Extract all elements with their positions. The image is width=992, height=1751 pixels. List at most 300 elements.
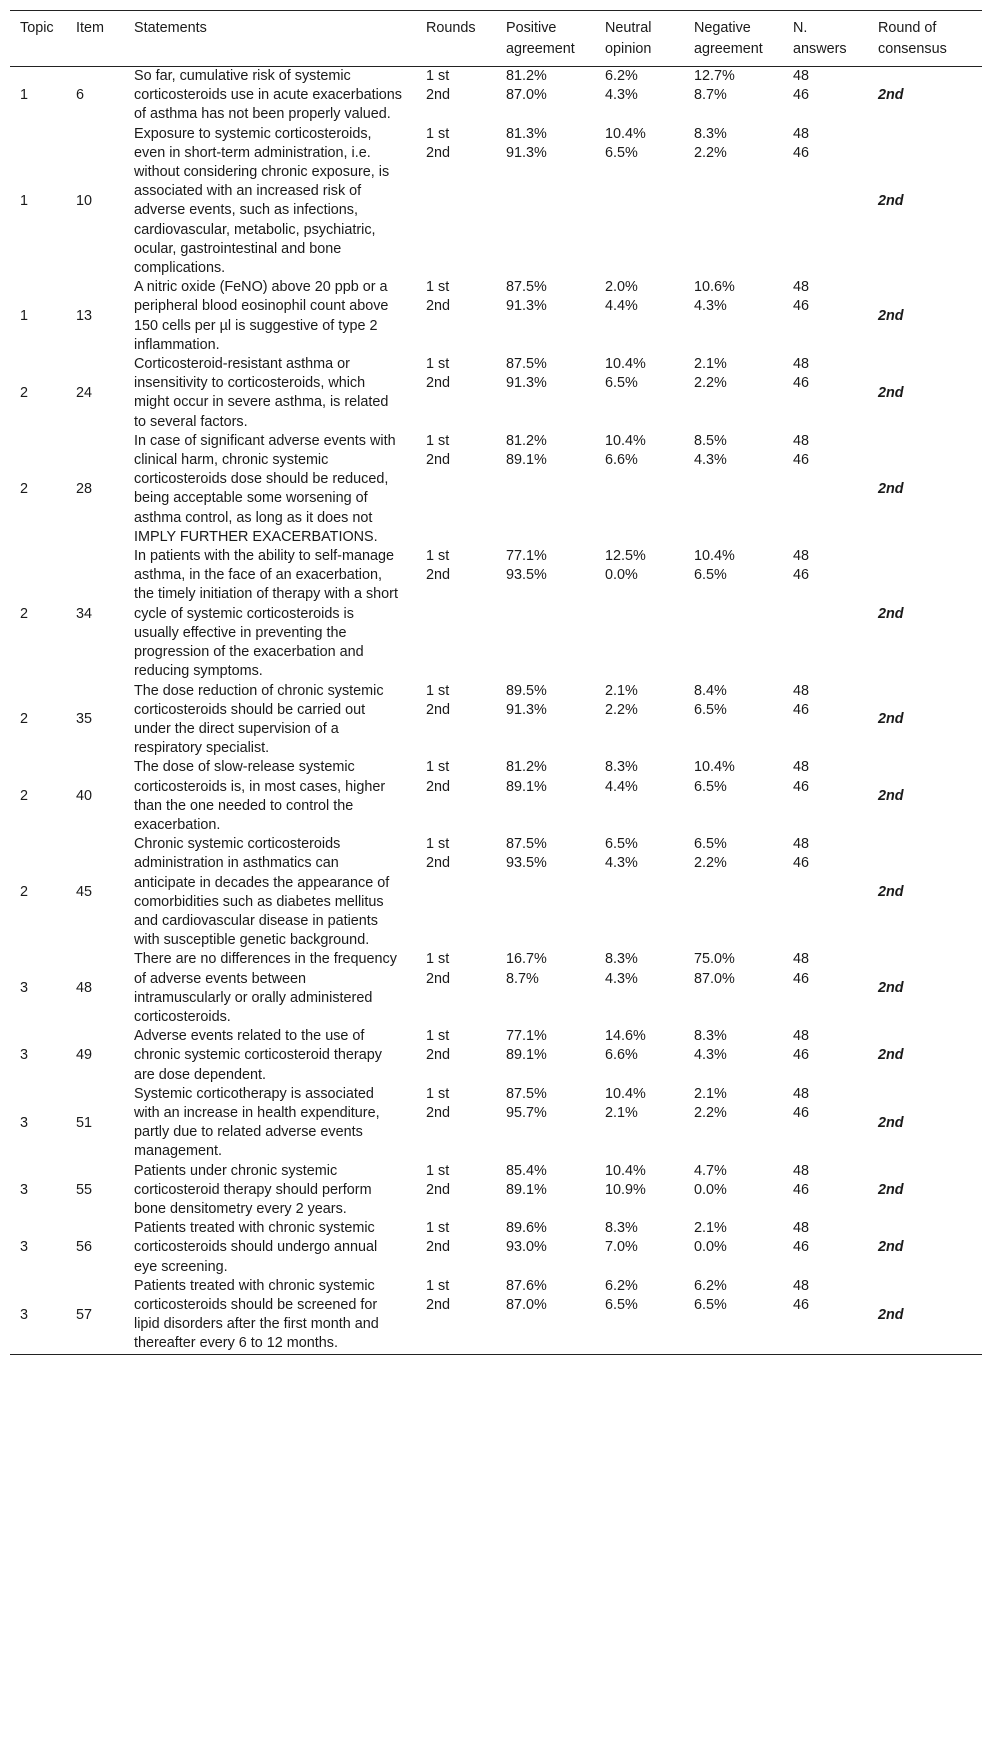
round-of-consensus-cell: 2nd — [878, 384, 904, 401]
negative-agreement-round2-value: 2.2% — [694, 855, 727, 872]
negative-agreement-cell — [684, 547, 783, 681]
positive-agreement-cell — [496, 682, 595, 759]
n-answers-round1-value: 48 — [793, 951, 810, 968]
rounds-cell — [416, 1162, 496, 1220]
negative-agreement-cell — [684, 67, 783, 125]
neutral-opinion-round1-value: 10.4% — [605, 125, 646, 142]
header-answers-line1: N. — [793, 20, 808, 36]
positive-agreement-round2-value: 91.3% — [506, 298, 547, 315]
negative-agreement-round2-value: 8.7% — [694, 87, 727, 104]
header-rounds: Rounds — [416, 11, 496, 67]
round-of-consensus-cell: 2nd — [878, 711, 904, 728]
n-answers-round1-value: 48 — [793, 432, 810, 449]
round-of-consensus-cell: 2nd — [878, 308, 904, 325]
negative-agreement-round1-value: 10.4% — [694, 548, 735, 565]
positive-agreement-round1-value: 87.6% — [506, 1277, 547, 1294]
item-cell: 13 — [76, 308, 93, 325]
header-consensus-line1: Round of — [878, 20, 937, 36]
positive-agreement-round1-value: 81.2% — [506, 68, 547, 84]
neutral-opinion-cell — [595, 355, 684, 432]
n-answers-round2-value: 46 — [793, 855, 810, 872]
table-row — [10, 1219, 982, 1277]
table-body — [10, 67, 982, 1355]
header-neutral-line2: opinion — [605, 41, 652, 57]
topic-cell: 2 — [20, 384, 29, 401]
table-row — [10, 1027, 982, 1085]
positive-agreement-cell — [496, 1027, 595, 1085]
n-answers-cell — [783, 1277, 868, 1354]
item-cell: 10 — [76, 192, 93, 209]
rounds-round1-value: 1 st — [426, 279, 450, 296]
rounds-round1-value: 1 st — [426, 1277, 450, 1294]
positive-agreement-round2-value: 89.1% — [506, 1181, 547, 1198]
table-row — [10, 355, 982, 432]
statement-cell: Patients treated with chronic systemic corticosteroids should be screened for lipid disorders after the first month and thereafter every 6 to 12 months. — [124, 1277, 416, 1354]
header-n-answers — [783, 11, 868, 67]
header-positive-line1: Positive — [506, 20, 557, 36]
rounds-round2-value: 2nd — [426, 1047, 451, 1064]
rounds-cell — [416, 835, 496, 950]
positive-agreement-round1-value: 87.5% — [506, 356, 547, 373]
n-answers-cell — [783, 67, 868, 125]
n-answers-cell — [783, 1219, 868, 1277]
item-cell: 34 — [76, 605, 93, 622]
rounds-round2-value: 2nd — [426, 298, 451, 315]
header-topic: Topic — [10, 11, 66, 67]
table-row — [10, 1162, 982, 1220]
neutral-opinion-round2-value: 7.0% — [605, 1239, 638, 1256]
neutral-opinion-cell — [595, 1027, 684, 1085]
negative-agreement-round1-value: 75.0% — [694, 951, 735, 968]
n-answers-round2-value: 46 — [793, 1181, 810, 1198]
positive-agreement-round1-value: 87.5% — [506, 279, 547, 296]
negative-agreement-round1-value: 8.3% — [694, 125, 727, 142]
positive-agreement-round2-value: 93.5% — [506, 567, 547, 584]
rounds-round1-value: 1 st — [426, 125, 450, 142]
round-of-consensus-cell: 2nd — [868, 1277, 982, 1354]
positive-agreement-round2-value: 87.0% — [506, 87, 547, 104]
n-answers-cell — [783, 278, 868, 355]
neutral-opinion-round1-value: 14.6% — [605, 1028, 646, 1045]
negative-agreement-cell — [684, 1219, 783, 1277]
neutral-opinion-round1-value: 6.5% — [605, 836, 638, 853]
statement-cell: Corticosteroid-resistant asthma or insensitivity to corticosteroids, which might occur in severe asthma, is related to several factors. — [134, 356, 389, 430]
positive-agreement-round2-value: 91.3% — [506, 375, 547, 392]
negative-agreement-round2-value: 0.0% — [694, 1239, 727, 1256]
rounds-round2-value: 2nd — [426, 701, 451, 718]
n-answers-round1-value: 48 — [793, 1277, 810, 1294]
item-cell: 45 — [76, 884, 93, 901]
neutral-opinion-cell — [595, 278, 684, 355]
table-row — [10, 682, 982, 759]
rounds-cell — [416, 1085, 496, 1162]
n-answers-round2-value: 46 — [793, 298, 810, 315]
statement-cell: The dose of slow-release systemic corticosteroids is, in most cases, higher than the one needed to control the exacerbation. — [134, 759, 386, 833]
neutral-opinion-round1-value: 10.4% — [605, 1085, 646, 1102]
item-cell: 28 — [76, 480, 93, 497]
statement-cell: Systemic corticotherapy is associated with an increase in health expenditure, partly due to related adverse events management. — [134, 1085, 380, 1160]
header-row — [10, 11, 982, 67]
topic-cell: 3 — [20, 1239, 29, 1256]
header-positive-line2: agreement — [506, 41, 575, 57]
neutral-opinion-cell — [595, 682, 684, 759]
header-round-of-consensus — [868, 11, 982, 67]
rounds-round1-value: 1 st — [426, 682, 450, 699]
rounds-round2-value: 2nd — [426, 144, 451, 161]
neutral-opinion-round2-value: 4.3% — [605, 855, 638, 872]
consensus-table — [10, 10, 982, 1355]
header-answers-line2: answers — [793, 41, 847, 57]
topic-cell: 3 — [20, 1047, 29, 1064]
item-cell: 55 — [76, 1181, 93, 1198]
n-answers-cell — [783, 355, 868, 432]
topic-cell: 3 — [20, 1181, 29, 1198]
item-cell: 57 — [66, 1277, 124, 1354]
negative-agreement-round2-value: 4.3% — [694, 1047, 727, 1064]
positive-agreement-round1-value: 85.4% — [506, 1162, 547, 1179]
n-answers-cell — [783, 1085, 868, 1162]
neutral-opinion-cell — [595, 1277, 684, 1354]
negative-agreement-cell — [684, 1027, 783, 1085]
round-of-consensus-cell: 2nd — [878, 1181, 904, 1198]
rounds-round2-value: 2nd — [426, 778, 451, 795]
rounds-round2-value: 2nd — [426, 375, 451, 392]
negative-agreement-round2-value: 87.0% — [694, 970, 735, 987]
topic-cell: 2 — [20, 480, 29, 497]
negative-agreement-cell — [684, 1162, 783, 1220]
negative-agreement-round2-value: 4.3% — [694, 298, 727, 315]
rounds-cell — [416, 758, 496, 835]
negative-agreement-round1-value: 12.7% — [694, 68, 735, 84]
neutral-opinion-round1-value: 8.3% — [605, 951, 638, 968]
positive-agreement-cell — [496, 1219, 595, 1277]
positive-agreement-cell — [496, 758, 595, 835]
neutral-opinion-round2-value: 4.4% — [605, 298, 638, 315]
n-answers-cell — [783, 1162, 868, 1220]
item-cell: 56 — [76, 1239, 93, 1256]
round-of-consensus-cell: 2nd — [878, 1047, 904, 1064]
round-of-consensus-cell: 2nd — [878, 884, 904, 901]
round-of-consensus-cell: 2nd — [878, 788, 904, 805]
table-row — [10, 1085, 982, 1162]
n-answers-cell — [783, 758, 868, 835]
rounds-round1-value: 1 st — [426, 548, 450, 565]
n-answers-round2-value: 46 — [793, 452, 810, 469]
positive-agreement-round1-value: 16.7% — [506, 951, 547, 968]
statement-cell: Patients treated with chronic systemic corticosteroids should undergo annual eye screening. — [134, 1220, 378, 1275]
rounds-cell — [416, 278, 496, 355]
negative-agreement-cell — [684, 125, 783, 279]
positive-agreement-round2-value: 91.3% — [506, 701, 547, 718]
item-cell: 49 — [76, 1047, 93, 1064]
n-answers-round2-value: 46 — [793, 567, 810, 584]
topic-cell: 3 — [20, 980, 29, 997]
n-answers-round2-value: 46 — [793, 375, 810, 392]
n-answers-round2-value: 46 — [793, 778, 810, 795]
round-of-consensus-cell: 2nd — [878, 605, 904, 622]
positive-agreement-round1-value: 87.5% — [506, 1085, 547, 1102]
table-row — [10, 1277, 982, 1354]
neutral-opinion-round2-value: 2.1% — [605, 1104, 638, 1121]
n-answers-cell — [783, 125, 868, 279]
topic-cell: 3 — [20, 1114, 29, 1131]
rounds-round2-value: 2nd — [426, 1181, 451, 1198]
neutral-opinion-cell — [595, 432, 684, 547]
rounds-round1-value: 1 st — [426, 1220, 450, 1237]
rounds-cell — [416, 67, 496, 125]
table-row — [10, 950, 982, 1027]
rounds-cell — [416, 682, 496, 759]
neutral-opinion-round2-value: 4.3% — [605, 87, 638, 104]
rounds-round1-value: 1 st — [426, 1028, 450, 1045]
neutral-opinion-round1-value: 8.3% — [605, 1220, 638, 1237]
rounds-round1-value: 1 st — [426, 1162, 450, 1179]
header-statements: Statements — [124, 11, 416, 67]
neutral-opinion-cell — [595, 1085, 684, 1162]
table-row — [10, 758, 982, 835]
neutral-opinion-round1-value: 8.3% — [605, 759, 638, 776]
neutral-opinion-round1-value: 10.4% — [605, 1162, 646, 1179]
header-negative-agreement — [684, 11, 783, 67]
negative-agreement-round2-value: 6.5% — [694, 567, 727, 584]
rounds-round2-value: 2nd — [426, 87, 451, 104]
rounds-round1-value: 1 st — [426, 1085, 450, 1102]
n-answers-cell — [783, 432, 868, 547]
n-answers-round2-value: 46 — [793, 701, 810, 718]
positive-agreement-round2-value: 95.7% — [506, 1104, 547, 1121]
neutral-opinion-cell — [595, 835, 684, 950]
negative-agreement-round2-value: 0.0% — [694, 1181, 727, 1198]
neutral-opinion-round2-value: 6.6% — [605, 452, 638, 469]
rounds-round2-value: 2nd — [426, 1297, 451, 1313]
rounds-round2-value: 2nd — [426, 452, 451, 469]
rounds-round2-value: 2nd — [426, 567, 451, 584]
negative-agreement-cell — [684, 1085, 783, 1162]
n-answers-round1-value: 48 — [793, 68, 810, 84]
table-row — [10, 547, 982, 681]
rounds-cell — [416, 547, 496, 681]
neutral-opinion-round2-value: 6.5% — [605, 1297, 638, 1313]
negative-agreement-cell — [684, 1277, 783, 1354]
topic-cell: 2 — [20, 788, 29, 805]
negative-agreement-cell — [684, 950, 783, 1027]
negative-agreement-cell — [684, 835, 783, 950]
statement-cell: A nitric oxide (FeNO) above 20 ppb or a peripheral blood eosinophil count above 150 cells per µl is suggestive of type 2 inflammation. — [134, 279, 389, 353]
statement-cell: In case of significant adverse events with clinical harm, chronic systemic corticosteroids dose should be reduced, being acceptable some worsening of asthma control, as long as it does not IMPLY FURTHER EXACERBATIONS. — [134, 432, 396, 545]
positive-agreement-round2-value: 91.3% — [506, 144, 547, 161]
n-answers-round1-value: 48 — [793, 682, 810, 699]
negative-agreement-round2-value: 2.2% — [694, 1104, 727, 1121]
neutral-opinion-round1-value: 2.0% — [605, 279, 638, 296]
n-answers-round1-value: 48 — [793, 279, 810, 296]
n-answers-round1-value: 48 — [793, 1220, 810, 1237]
n-answers-round2-value: 46 — [793, 87, 810, 104]
round-of-consensus-cell: 2nd — [878, 480, 904, 497]
n-answers-cell — [783, 1027, 868, 1085]
item-cell: 24 — [76, 384, 93, 401]
neutral-opinion-round2-value: 0.0% — [605, 567, 638, 584]
rounds-round1-value: 1 st — [426, 836, 450, 853]
n-answers-round2-value: 46 — [793, 1239, 810, 1256]
positive-agreement-round2-value: 89.1% — [506, 452, 547, 469]
neutral-opinion-round1-value: 6.2% — [605, 68, 638, 84]
positive-agreement-cell — [496, 125, 595, 279]
rounds-round1-value: 1 st — [426, 68, 450, 84]
positive-agreement-round1-value: 81.2% — [506, 759, 547, 776]
positive-agreement-round2-value: 89.1% — [506, 778, 547, 795]
round-of-consensus-cell: 2nd — [878, 1239, 904, 1256]
table-row — [10, 67, 982, 125]
table-row — [10, 835, 982, 950]
topic-cell: 3 — [10, 1277, 66, 1354]
negative-agreement-round1-value: 10.4% — [694, 759, 735, 776]
statement-cell: So far, cumulative risk of systemic corticosteroids use in acute exacerbations of asthma has not been properly valued. — [134, 68, 402, 123]
negative-agreement-round2-value: 2.2% — [694, 375, 727, 392]
positive-agreement-cell — [496, 355, 595, 432]
positive-agreement-round2-value: 89.1% — [506, 1047, 547, 1064]
topic-cell: 2 — [20, 605, 29, 622]
statement-cell: Patients under chronic systemic corticosteroid therapy should perform bone densitometry every 2 years. — [134, 1162, 372, 1217]
negative-agreement-round1-value: 6.5% — [694, 836, 727, 853]
item-cell: 6 — [76, 87, 85, 104]
negative-agreement-round1-value: 2.1% — [694, 1085, 727, 1102]
positive-agreement-cell — [496, 1277, 595, 1354]
rounds-cell — [416, 125, 496, 279]
positive-agreement-cell — [496, 835, 595, 950]
neutral-opinion-round2-value: 10.9% — [605, 1181, 646, 1198]
round-of-consensus-cell: 2nd — [878, 87, 904, 104]
item-cell: 40 — [76, 788, 93, 805]
neutral-opinion-round2-value: 4.3% — [605, 970, 638, 987]
neutral-opinion-cell — [595, 547, 684, 681]
positive-agreement-cell — [496, 1085, 595, 1162]
rounds-round2-value: 2nd — [426, 970, 451, 987]
table-row — [10, 432, 982, 547]
item-cell: 48 — [76, 980, 93, 997]
statement-cell: Chronic systemic corticosteroids administration in asthmatics can anticipate in decades the appearance of comorbidities such as diabetes mellitus and cardiovascular disease in patients with susceptible genetic background. — [134, 836, 390, 949]
positive-agreement-round1-value: 89.6% — [506, 1220, 547, 1237]
positive-agreement-round1-value: 81.2% — [506, 432, 547, 449]
rounds-cell — [416, 1027, 496, 1085]
n-answers-round2-value: 46 — [793, 1297, 810, 1313]
negative-agreement-round2-value: 6.5% — [694, 778, 727, 795]
n-answers-round1-value: 48 — [793, 356, 810, 373]
rounds-round2-value: 2nd — [426, 855, 451, 872]
n-answers-round1-value: 48 — [793, 1028, 810, 1045]
rounds-cell — [416, 950, 496, 1027]
rounds-round1-value: 1 st — [426, 432, 450, 449]
neutral-opinion-cell — [595, 125, 684, 279]
topic-cell: 1 — [20, 308, 29, 325]
negative-agreement-round1-value: 2.1% — [694, 1220, 727, 1237]
positive-agreement-round1-value: 87.5% — [506, 836, 547, 853]
n-answers-round2-value: 46 — [793, 144, 810, 161]
rounds-round2-value: 2nd — [426, 1239, 451, 1256]
topic-cell: 1 — [20, 87, 29, 104]
round-of-consensus-cell: 2nd — [878, 1114, 904, 1131]
n-answers-round1-value: 48 — [793, 836, 810, 853]
header-positive-agreement — [496, 11, 595, 67]
topic-cell: 2 — [20, 711, 29, 728]
negative-agreement-round1-value: 4.7% — [694, 1162, 727, 1179]
table-row — [10, 125, 982, 279]
neutral-opinion-round1-value: 6.2% — [605, 1277, 638, 1294]
rounds-cell — [416, 1277, 496, 1354]
neutral-opinion-cell — [595, 950, 684, 1027]
neutral-opinion-round1-value: 10.4% — [605, 356, 646, 373]
n-answers-cell — [783, 835, 868, 950]
n-answers-round2-value: 46 — [793, 970, 810, 987]
negative-agreement-round2-value: 6.5% — [694, 701, 727, 718]
negative-agreement-cell — [684, 355, 783, 432]
header-negative-line2: agreement — [694, 41, 763, 57]
negative-agreement-cell — [684, 278, 783, 355]
header-item: Item — [66, 11, 124, 67]
negative-agreement-round1-value: 8.4% — [694, 682, 727, 699]
positive-agreement-cell — [496, 547, 595, 681]
table-row — [10, 278, 982, 355]
positive-agreement-cell — [496, 950, 595, 1027]
n-answers-round2-value: 46 — [793, 1047, 810, 1064]
statement-cell: Adverse events related to the use of chronic systemic corticosteroid therapy are dose dependent. — [134, 1028, 382, 1083]
n-answers-round1-value: 48 — [793, 125, 810, 142]
header-neutral-line1: Neutral — [605, 20, 652, 36]
positive-agreement-round2-value: 8.7% — [506, 970, 539, 987]
neutral-opinion-round2-value: 4.4% — [605, 778, 638, 795]
neutral-opinion-round1-value: 10.4% — [605, 432, 646, 449]
positive-agreement-round1-value: 77.1% — [506, 1028, 547, 1045]
negative-agreement-round2-value: 2.2% — [694, 144, 727, 161]
negative-agreement-round1-value: 10.6% — [694, 279, 735, 296]
positive-agreement-cell — [496, 1162, 595, 1220]
negative-agreement-cell — [684, 758, 783, 835]
neutral-opinion-cell — [595, 67, 684, 125]
rounds-cell — [416, 432, 496, 547]
statement-cell: The dose reduction of chronic systemic corticosteroids should be carried out under the direct supervision of a respiratory specialist. — [134, 682, 384, 757]
neutral-opinion-cell — [595, 1219, 684, 1277]
negative-agreement-round1-value: 2.1% — [694, 356, 727, 373]
negative-agreement-round2-value: 4.3% — [694, 452, 727, 469]
neutral-opinion-round2-value: 6.6% — [605, 1047, 638, 1064]
n-answers-round1-value: 48 — [793, 759, 810, 776]
item-cell: 35 — [76, 711, 93, 728]
topic-cell: 1 — [20, 192, 29, 209]
rounds-round1-value: 1 st — [426, 759, 450, 776]
n-answers-round1-value: 48 — [793, 1085, 810, 1102]
neutral-opinion-cell — [595, 1162, 684, 1220]
round-of-consensus-cell: 2nd — [878, 980, 904, 997]
statement-cell: In patients with the ability to self-manage asthma, in the face of an exacerbation, the timely initiation of therapy with a short cycle of systemic corticosteroids is usually effective in preventing the progression of the exacerbation and reducing symptoms. — [134, 548, 398, 680]
n-answers-cell — [783, 547, 868, 681]
negative-agreement-round1-value: 8.5% — [694, 432, 727, 449]
positive-agreement-cell — [496, 432, 595, 547]
positive-agreement-round2-value: 93.0% — [506, 1239, 547, 1256]
round-of-consensus-cell: 2nd — [878, 192, 904, 209]
header-consensus-line2: consensus — [878, 41, 947, 57]
topic-cell: 2 — [20, 884, 29, 901]
neutral-opinion-round1-value: 12.5% — [605, 548, 646, 565]
negative-agreement-cell — [684, 682, 783, 759]
negative-agreement-cell — [684, 432, 783, 547]
rounds-round2-value: 2nd — [426, 1104, 451, 1121]
n-answers-round1-value: 48 — [793, 1162, 810, 1179]
negative-agreement-round1-value: 8.3% — [694, 1028, 727, 1045]
positive-agreement-round2-value: 93.5% — [506, 855, 547, 872]
header-negative-line1: Negative — [694, 20, 751, 36]
statement-cell: Exposure to systemic corticosteroids, even in short-term administration, i.e. without considering chronic exposure, is associated with an increased risk of adverse events, such as infections, cardiovascular, metabolic, psychiatric, ocular, gastrointestinal and bone complications. — [134, 125, 390, 277]
positive-agreement-round1-value: 77.1% — [506, 548, 547, 565]
negative-agreement-round2-value: 6.5% — [694, 1297, 727, 1313]
